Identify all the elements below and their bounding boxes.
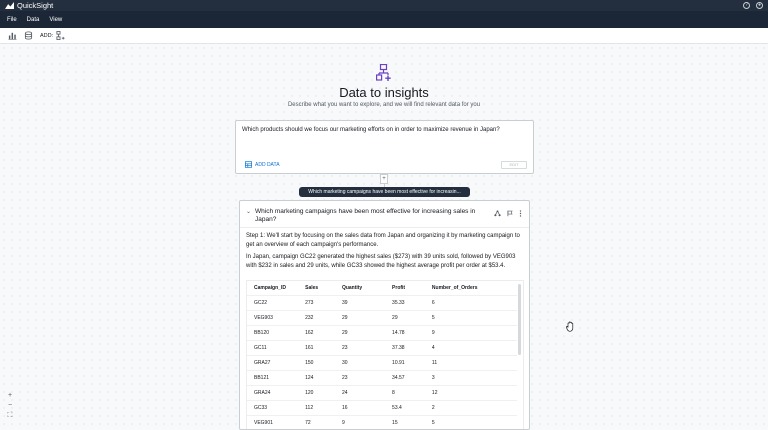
table-row [247, 370, 517, 385]
add-menu[interactable] [40, 31, 65, 40]
table-row [247, 385, 517, 400]
share-icon[interactable] [494, 210, 501, 217]
cell-sales: 150 [298, 355, 335, 370]
cell-campaign-id: VEG901 [247, 415, 298, 430]
cell-campaign-id: BB120 [247, 325, 298, 340]
table-row [247, 295, 517, 310]
menu-file[interactable]: File [7, 16, 17, 23]
cell-orders: 6 [425, 295, 517, 310]
table-row [247, 400, 517, 415]
cell-campaign-id: VEG903 [247, 310, 298, 325]
add-step-button[interactable]: + [380, 174, 388, 184]
data-to-insights-hero [0, 64, 768, 108]
cell-quantity: 9 [335, 415, 385, 430]
table-row [247, 310, 517, 325]
chevron-down-icon[interactable]: ⌄ [246, 209, 252, 215]
menu-bar [0, 11, 768, 28]
table-row [247, 415, 517, 430]
cell-campaign-id: GC33 [247, 400, 298, 415]
cell-campaign-id: GRA24 [247, 385, 298, 400]
cell-campaign-id: GRA27 [247, 355, 298, 370]
cell-sales: 120 [298, 385, 335, 400]
add-data-label: ADD DATA [255, 161, 280, 168]
menu-data[interactable]: Data [26, 16, 40, 23]
answer-header[interactable] [246, 208, 486, 224]
divider [240, 227, 530, 228]
cell-orders: 2 [425, 400, 517, 415]
cell-orders: 5 [425, 310, 517, 325]
add-label: ADD: [40, 32, 54, 39]
table-row [247, 355, 517, 370]
zoom-controls [5, 392, 15, 420]
quicksight-logo-icon [5, 2, 14, 9]
cell-profit: 53.4 [385, 400, 425, 415]
question-text[interactable]: Which products should we focus our marketing efforts on in order to maximize revenue in Japan? [242, 127, 500, 133]
cell-orders: 4 [425, 340, 517, 355]
add-flow-icon[interactable] [56, 31, 65, 40]
cell-sales: 161 [298, 340, 335, 355]
cell-profit: 8 [385, 385, 425, 400]
zoom-out-icon[interactable]: − [7, 402, 13, 409]
answer-card [239, 200, 530, 430]
question-card[interactable] [235, 120, 534, 174]
cell-quantity: 29 [335, 310, 385, 325]
column-header-profit[interactable]: Profit [385, 281, 425, 295]
quicksight-logo[interactable] [5, 1, 53, 10]
app-header [0, 0, 768, 11]
cell-quantity: 39 [335, 295, 385, 310]
app-name: QuickSight [17, 1, 54, 10]
cell-orders: 12 [425, 385, 517, 400]
answer-question: Which marketing campaigns have been most effective for increasing sales in Japan? [255, 208, 476, 223]
cell-orders: 3 [425, 370, 517, 385]
page-subtitle: Describe what you want to explore, and we will find relevant data for you [287, 102, 481, 108]
answer-actions [494, 210, 522, 217]
cell-profit: 37.38 [385, 340, 425, 355]
column-header-campaign-id[interactable]: Campaign_ID [247, 281, 298, 295]
cell-profit: 29 [385, 310, 425, 325]
cell-profit: 10.91 [385, 355, 425, 370]
cell-orders: 11 [425, 355, 517, 370]
edit-button[interactable]: EDIT [501, 161, 527, 169]
table-header-row [247, 281, 517, 295]
menu-view[interactable]: View [49, 16, 63, 23]
cell-sales: 273 [298, 295, 335, 310]
cell-profit: 35.33 [385, 295, 425, 310]
cell-sales: 232 [298, 310, 335, 325]
cell-orders: 9 [425, 325, 517, 340]
analysis-summary-text: In Japan, campaign GC22 generated the highest sales ($273) with 39 units sold, followed by VEG903 with $232 in sales and 29 units, while GC33 showed the highest average profit per order at $53.4. [246, 254, 516, 269]
flag-icon[interactable] [507, 210, 513, 217]
cell-campaign-id: BB121 [247, 370, 298, 385]
add-data-button[interactable] [245, 161, 280, 168]
more-options-icon[interactable] [519, 210, 522, 217]
zoom-in-icon[interactable]: + [7, 392, 13, 399]
cell-campaign-id: GC11 [247, 340, 298, 355]
visuals-icon[interactable] [8, 31, 17, 40]
data-flow-icon [376, 64, 392, 82]
campaign-results-table[interactable] [246, 280, 524, 430]
cell-quantity: 16 [335, 400, 385, 415]
table-row [247, 340, 517, 355]
column-header-sales[interactable]: Sales [298, 281, 335, 295]
cell-quantity: 23 [335, 370, 385, 385]
table-scrollbar[interactable] [518, 284, 521, 355]
cell-orders: 5 [425, 415, 517, 430]
analysis-step-text: Step 1: We'll start by focusing on the sales data from Japan and organizing it by marketing campaign to get an overview of each campaign's performance. [246, 233, 520, 248]
cell-profit: 34.57 [385, 370, 425, 385]
cell-campaign-id: GC22 [247, 295, 298, 310]
user-icon[interactable]: ● [757, 2, 762, 8]
cell-sales: 72 [298, 415, 335, 430]
cell-quantity: 23 [335, 340, 385, 355]
help-icon[interactable]: ? [743, 2, 750, 9]
cell-profit: 15 [385, 415, 425, 430]
fit-to-screen-icon[interactable]: ⛶ [7, 412, 13, 419]
cell-profit: 14.78 [385, 325, 425, 340]
table-row [247, 325, 517, 340]
column-header-quantity[interactable]: Quantity [335, 281, 385, 295]
cell-quantity: 24 [335, 385, 385, 400]
column-header-number-of-orders[interactable]: Number_of_Orders [425, 281, 517, 295]
dataset-icon[interactable] [24, 31, 33, 40]
cell-quantity: 29 [335, 325, 385, 340]
cell-sales: 162 [298, 325, 335, 340]
page-title: Data to insights [339, 85, 429, 100]
table-icon [245, 161, 252, 168]
cell-sales: 112 [298, 400, 335, 415]
follow-up-question-pill[interactable]: Which marketing campaigns have been most effective for increasin... [299, 187, 470, 197]
cell-quantity: 30 [335, 355, 385, 370]
hand-cursor-icon [566, 321, 576, 332]
cell-sales: 124 [298, 370, 335, 385]
toolbar [0, 28, 768, 44]
